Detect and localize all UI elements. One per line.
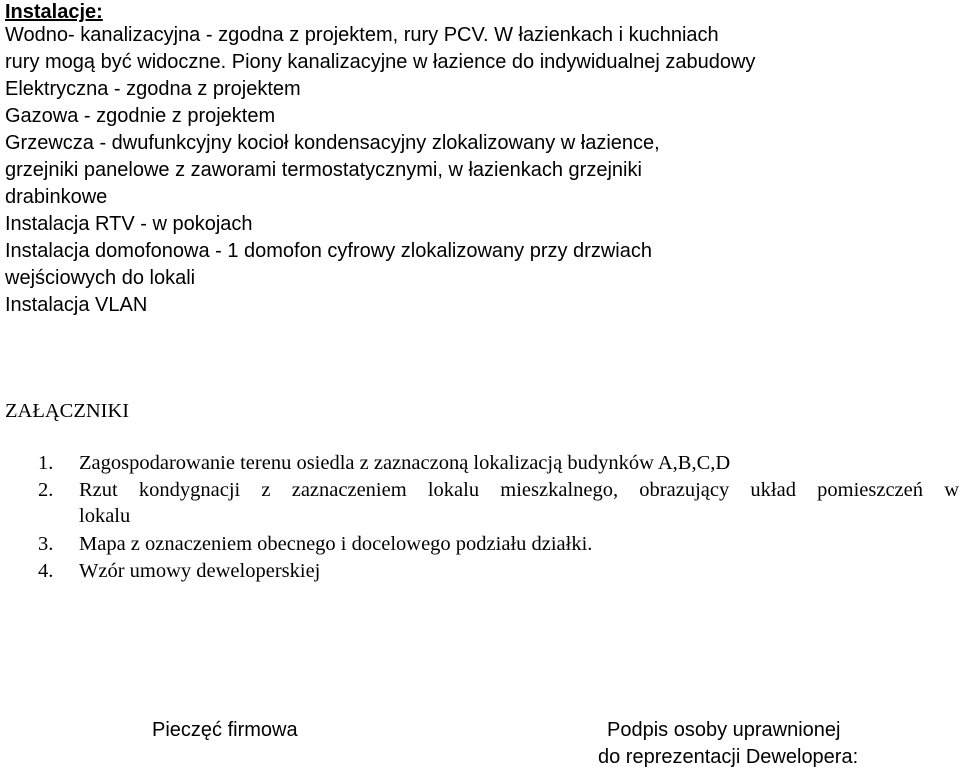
electrical-installation: Elektryczna - zgodna z projektem bbox=[5, 78, 301, 100]
heating-installation-line-2: grzejniki panelowe z zaworami termostatycznymi, w łazienkach grzejniki bbox=[5, 159, 642, 181]
rtv-installation: Instalacja RTV - w pokojach bbox=[5, 213, 253, 235]
attachment-item-2 bbox=[5, 477, 960, 529]
intercom-installation-line-1: Instalacja domofonowa - 1 domofon cyfrowy zlokalizowany przy drzwiach bbox=[5, 240, 652, 262]
authorized-signature-line-2: do reprezentacji Dewelopera: bbox=[598, 746, 859, 768]
authorized-signature-line-1: Podpis osoby uprawnionej bbox=[607, 719, 841, 741]
attachment-item-4 bbox=[5, 558, 960, 584]
heating-installation-line-1: Grzewcza - dwufunkcyjny kocioł kondensacyjny zlokalizowany w łazience, bbox=[5, 132, 660, 154]
attachment-text-line-1: Rzut kondygnacji z zaznaczeniem lokalu mieszkalnego, obrazujący układ pomieszczeń w bbox=[79, 479, 959, 501]
intercom-installation-line-2: wejściowych do lokali bbox=[5, 267, 196, 289]
water-sewage-line-1: Wodno- kanalizacyjna - zgodna z projektem, rury PCV. W łazienkach i kuchniach bbox=[5, 24, 719, 46]
gas-installation: Gazowa - zgodnie z projektem bbox=[5, 105, 276, 127]
attachments-heading: ZAŁĄCZNIKI bbox=[5, 400, 130, 422]
water-sewage-line-2: rury mogą być widoczne. Piony kanalizacyjne w łazience do indywidualnej zabudowy bbox=[5, 51, 756, 73]
installations-heading: Instalacje: bbox=[5, 1, 103, 23]
attachment-text-line-2: lokalu bbox=[79, 505, 131, 527]
attachment-number: 3. bbox=[38, 533, 54, 555]
attachment-number: 4. bbox=[38, 560, 54, 582]
attachment-number: 1. bbox=[38, 452, 54, 474]
vlan-installation: Instalacja VLAN bbox=[5, 294, 148, 316]
heating-installation-line-3: drabinkowe bbox=[5, 186, 108, 208]
attachment-text: Zagospodarowanie terenu osiedla z zaznaczoną lokalizacją budynków A,B,C,D bbox=[79, 452, 731, 474]
attachment-text: Wzór umowy deweloperskiej bbox=[79, 560, 321, 582]
attachment-item-3 bbox=[5, 531, 960, 557]
company-stamp-label: Pieczęć firmowa bbox=[152, 719, 298, 741]
attachment-item-1 bbox=[5, 450, 960, 476]
attachment-number: 2. bbox=[38, 479, 54, 501]
attachment-text: Mapa z oznaczeniem obecnego i docelowego podziału działki. bbox=[79, 533, 593, 555]
